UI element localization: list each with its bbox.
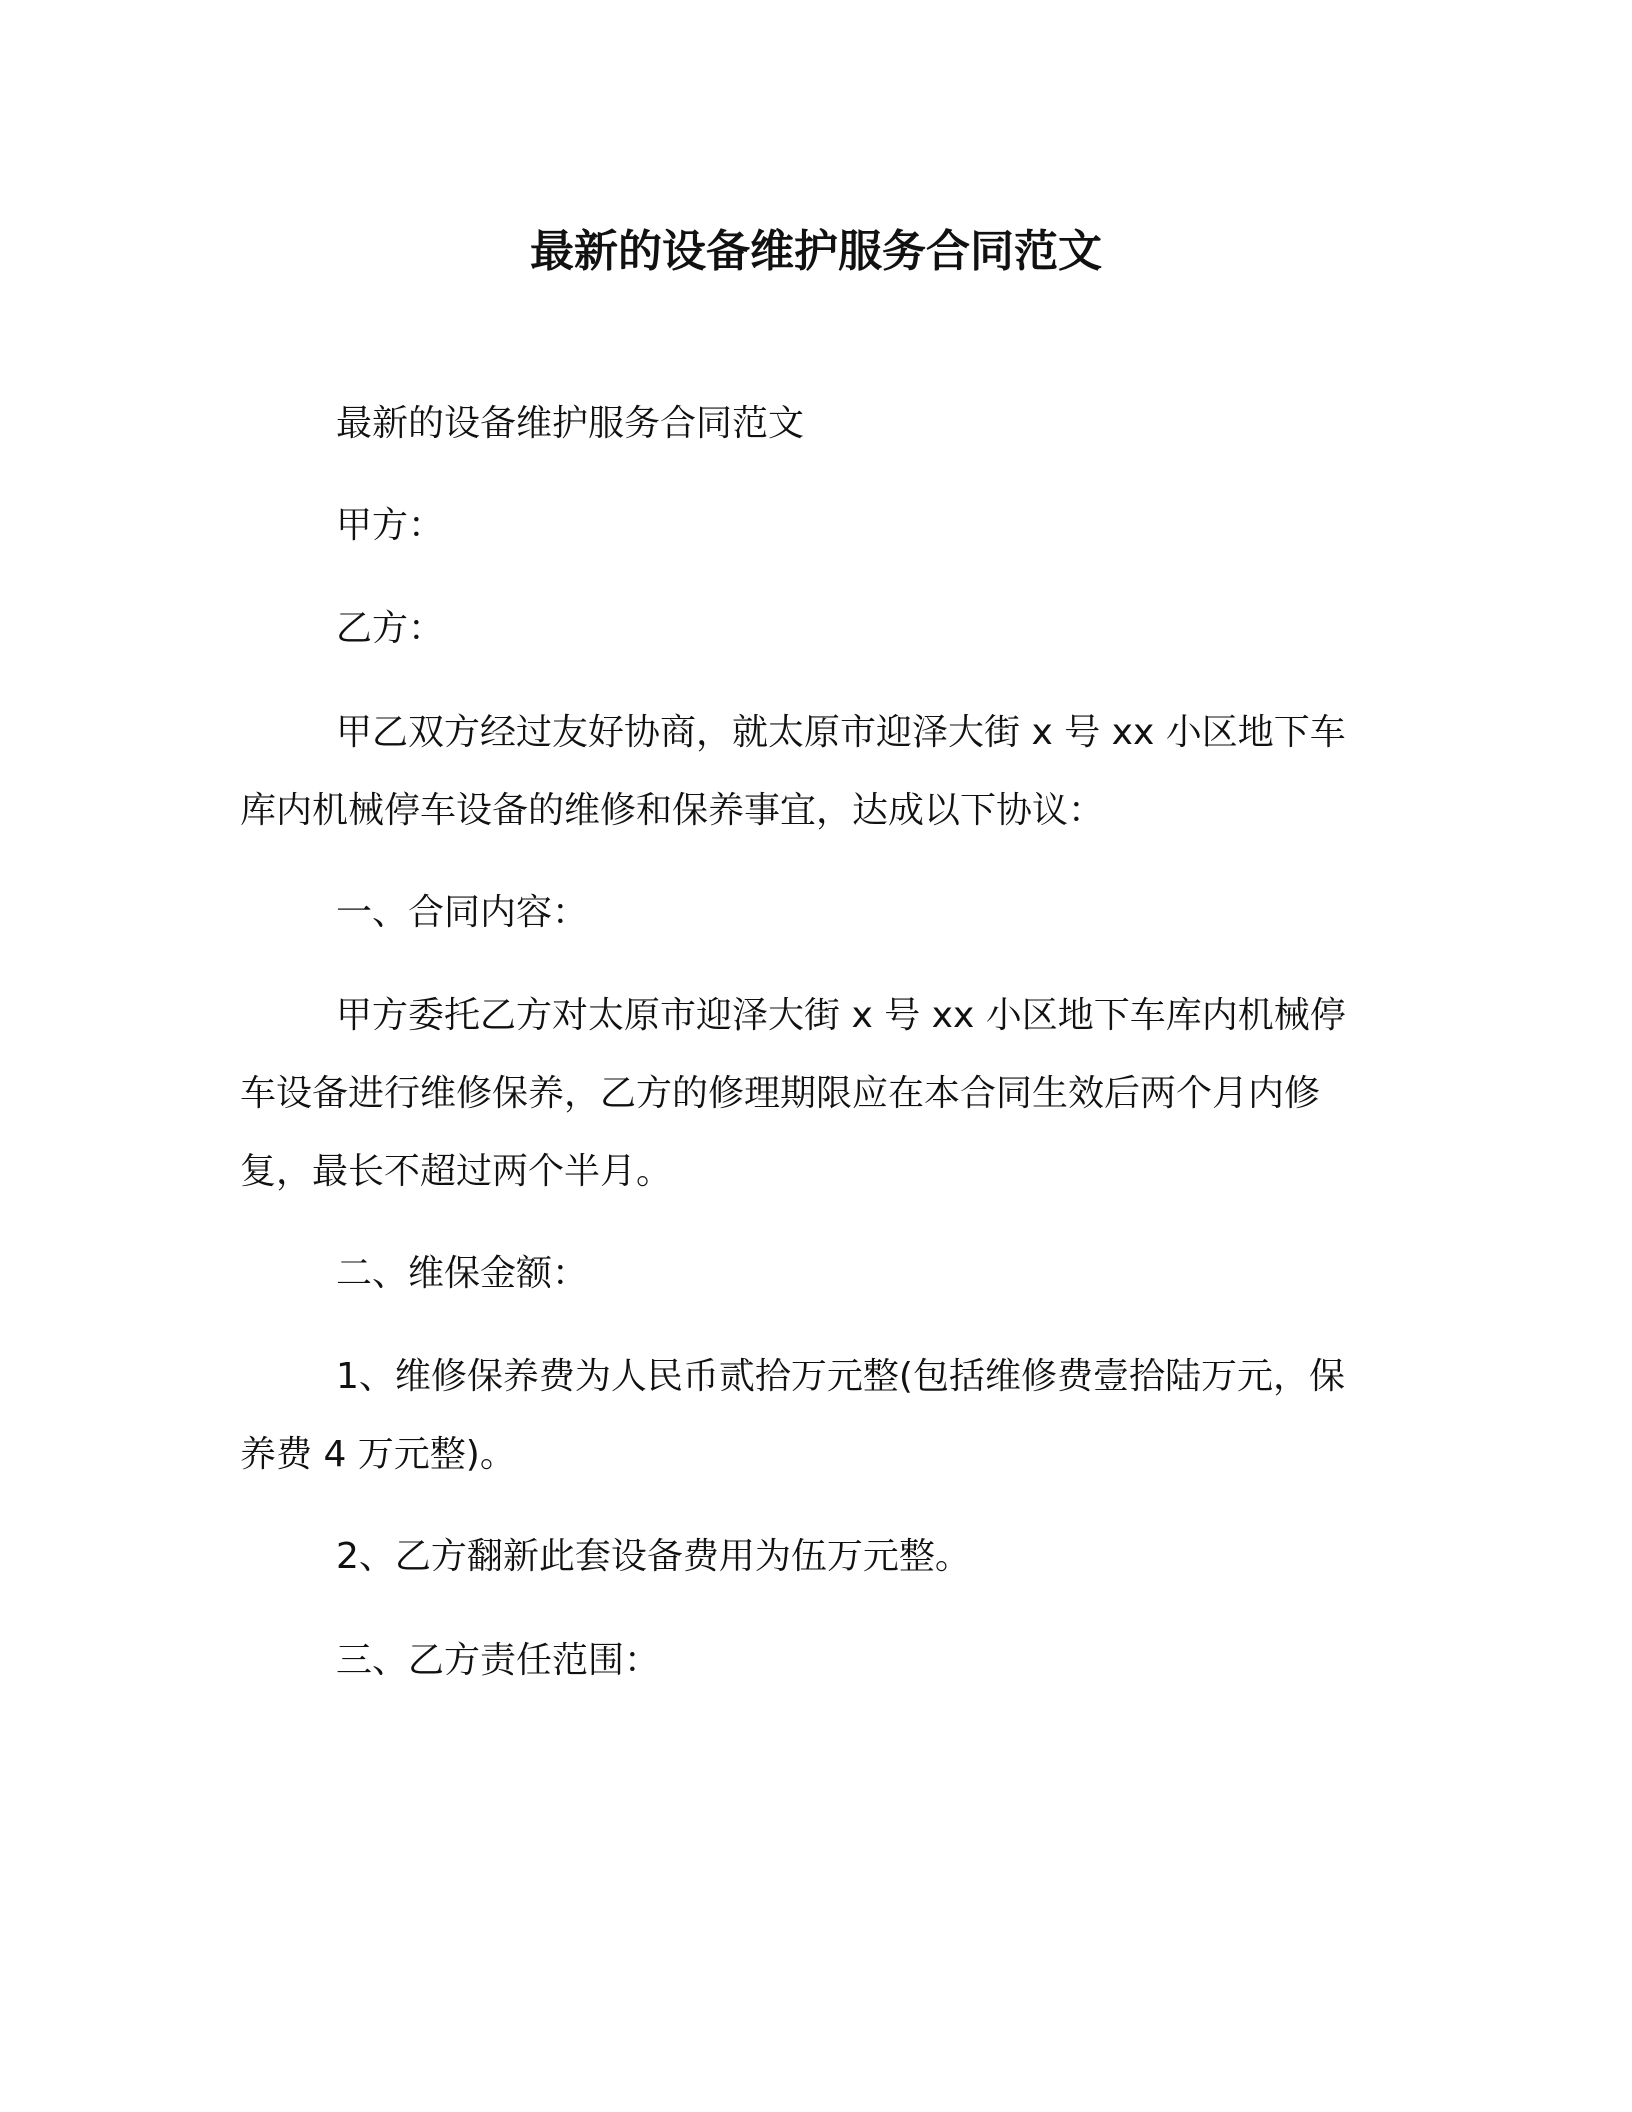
paragraph-amount-item-2: 2、乙方翻新此套设备费用为伍万元整。 — [336, 1536, 971, 1577]
paragraph-subtitle: 最新的设备维护服务合同范文 — [336, 403, 805, 444]
paragraph-amount-item-1: 1、维修保养费为人民币贰拾万元整(包括维修费壹拾陆万元，保养费 4 万元整)。 — [240, 1356, 1345, 1475]
section-heading-contract-content: 一、合同内容： — [336, 892, 589, 933]
section-heading-party-b-responsibility: 三、乙方责任范围： — [336, 1640, 661, 1681]
paragraph-contract-content: 甲方委托乙方对太原市迎泽大街 x 号 xx 小区地下车库内机械停车设备进行维修保养，乙方的修理期限应在本合同生效后两个月内修复，最长不超过两个半月。 — [240, 995, 1346, 1192]
section-heading-maintenance-amount: 二、维保金额： — [336, 1253, 589, 1294]
paragraph-preamble: 甲乙双方经过友好协商，就太原市迎泽大街 x 号 xx 小区地下车库内机械停车设备的维修和保养事宜，达成以下协议： — [240, 712, 1346, 831]
paragraph-party-a: 甲方： — [336, 505, 445, 546]
document-title: 最新的设备维护服务合同范文 — [530, 226, 1102, 277]
paragraph-party-b: 乙方： — [336, 608, 445, 649]
